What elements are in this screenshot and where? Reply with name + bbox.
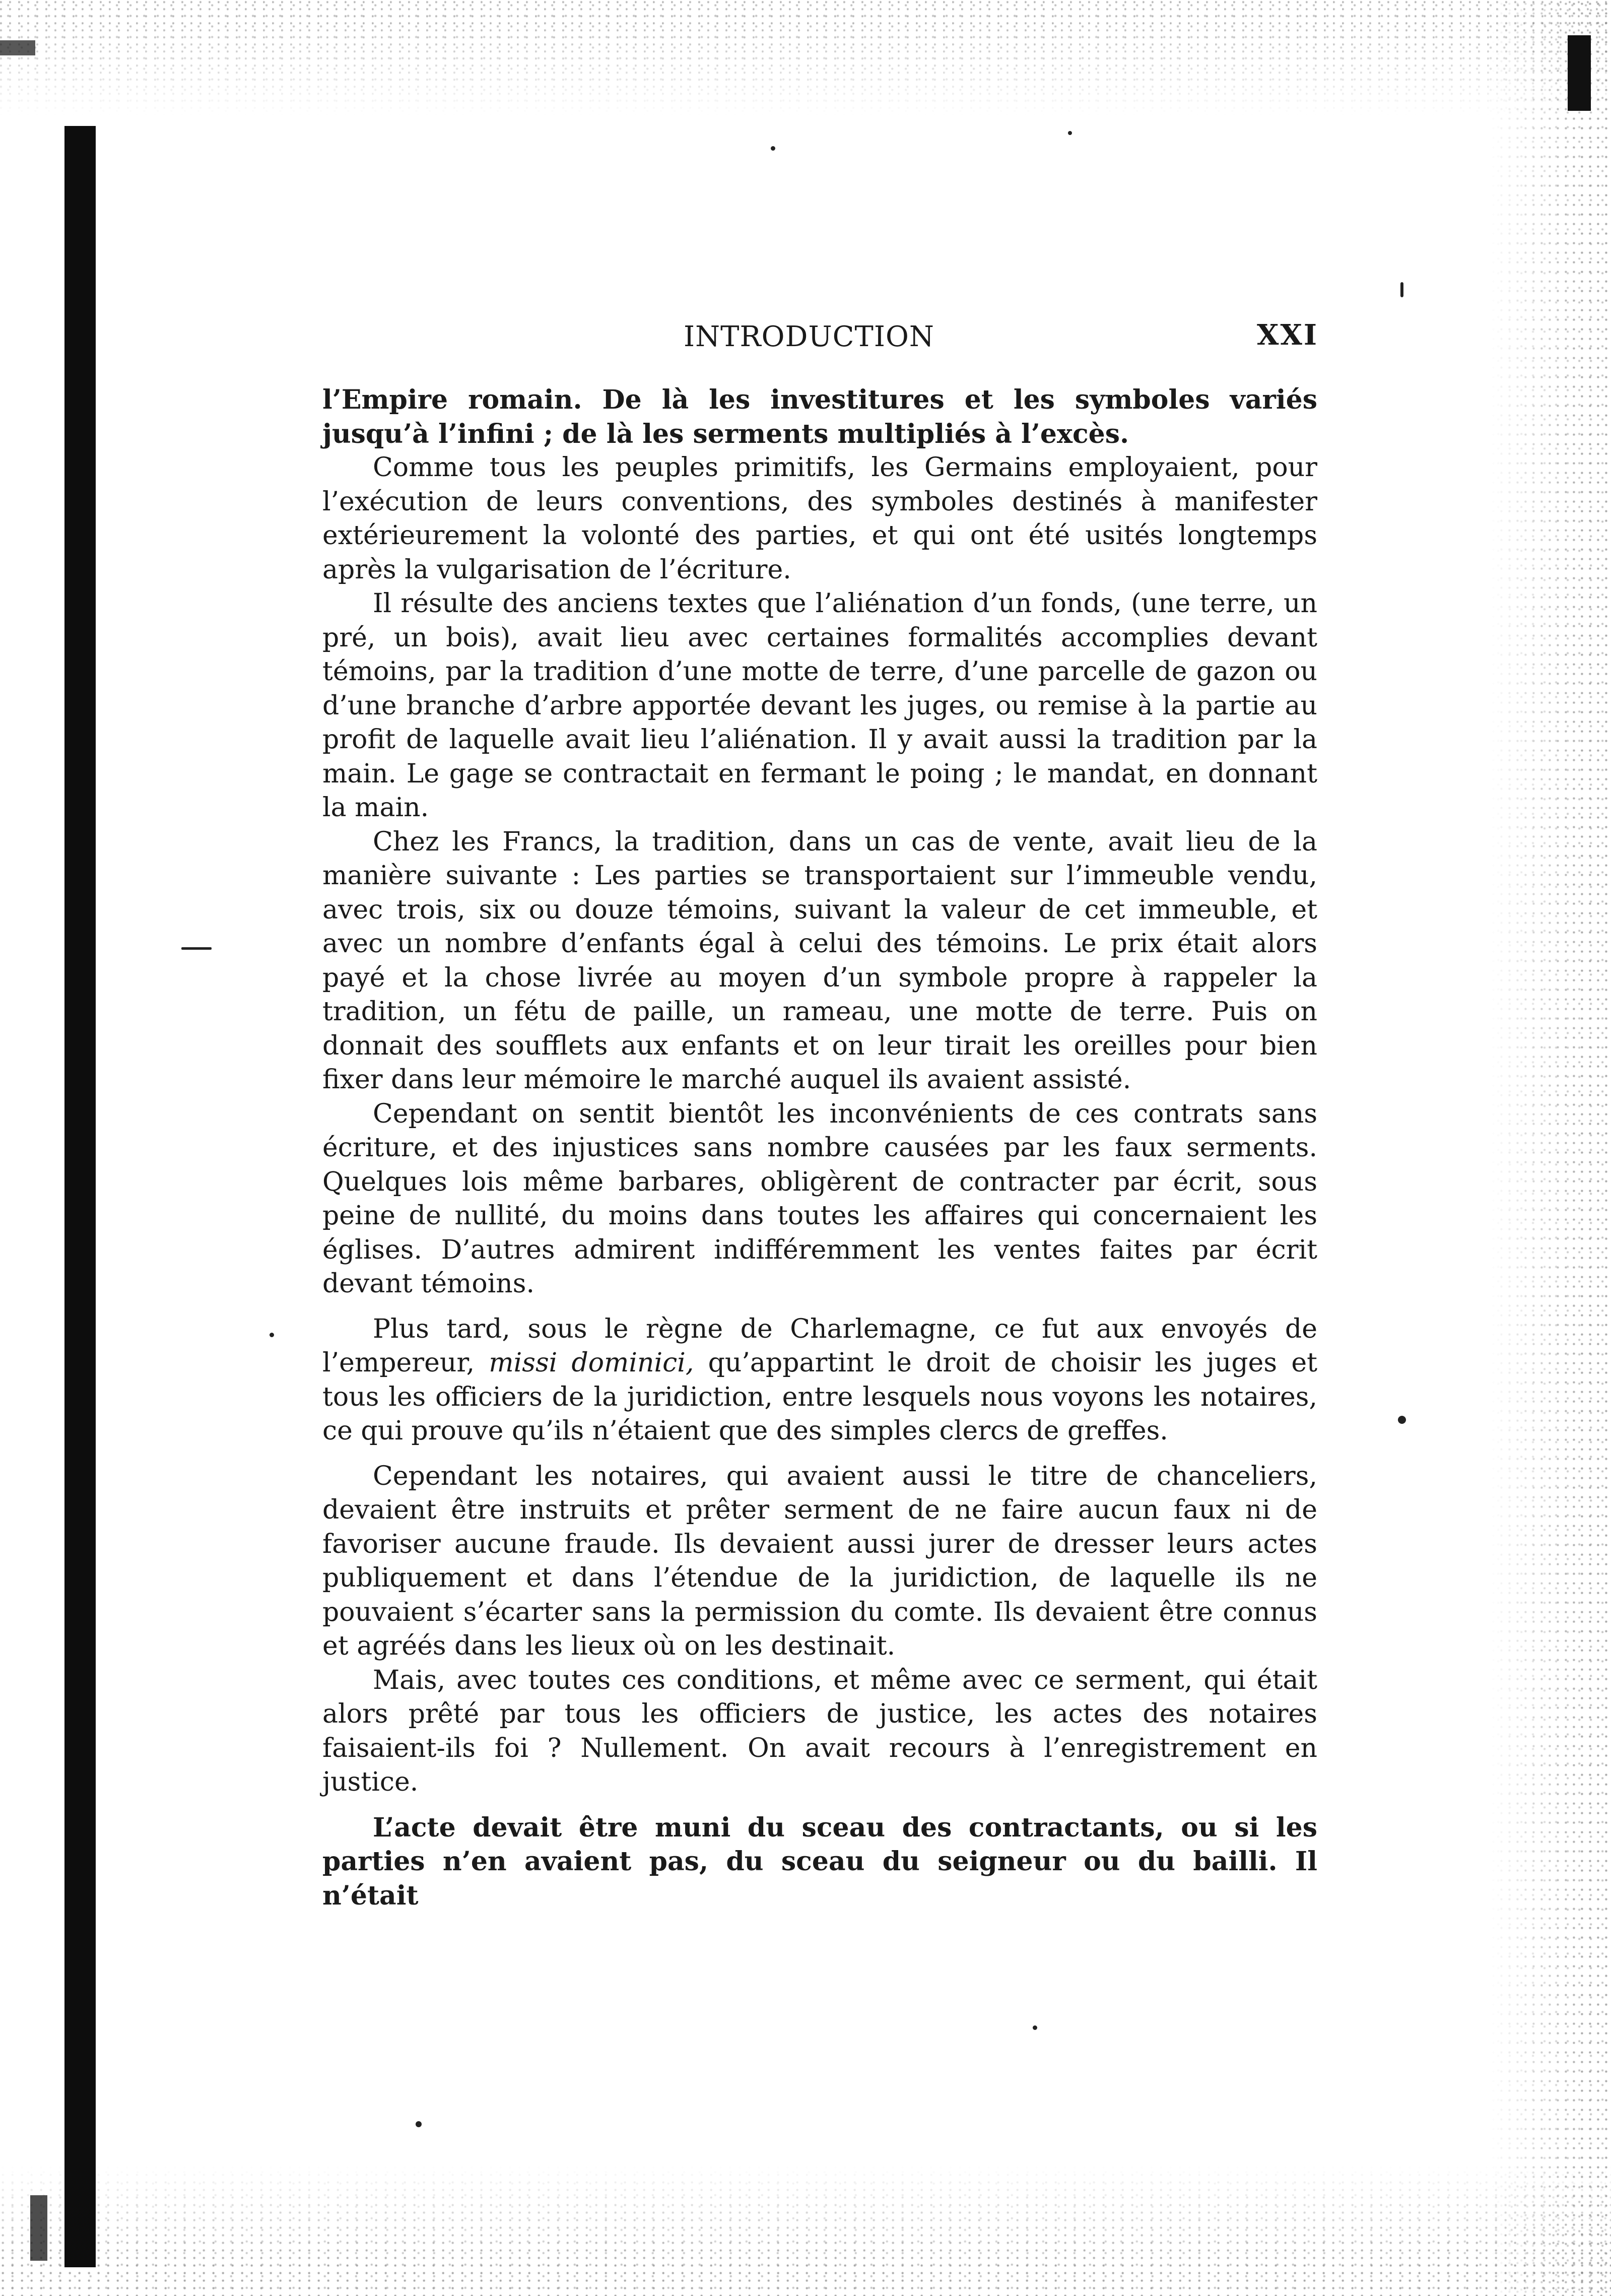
scan-speck	[416, 2121, 422, 2127]
paragraph: Mais, avec toutes ces conditions, et même avec ce serment, qui était alors prêté par tous les officiers de justice, les actes des notaires faisaient-ils foi ? Nullement. On avait recours à l’enregistrement en justice.	[322, 1665, 1317, 1797]
paragraph-text: Plus tard, sous le règne de Charlemagne, ce fut aux envoyés de l’empereur,	[322, 1314, 1317, 1378]
paragraph-italic-text: missi dominici,	[489, 1348, 694, 1378]
paragraph: Il résulte des anciens textes que l’aliénation d’un fonds, (une terre, un pré, un bois), avait lieu avec certaines formalités accomplies devant témoins, par la tradition d’une motte de terre, d’une parcelle de gazon ou d’une branche d’arbre apportée devant les juges, ou remise à la partie au profit de laquelle avait lieu l’aliénation. Il y avait aussi la tradition par la main. Le gage se contractait en fermant le poing ; le mandat, en donnant la main.	[322, 588, 1317, 823]
scan-speck	[270, 1333, 274, 1337]
scan-edge-top	[0, 0, 1611, 116]
scan-speck	[1398, 1416, 1406, 1424]
scan-speck	[181, 947, 212, 950]
scan-speck	[1068, 131, 1072, 135]
scan-corner-mark	[0, 40, 35, 55]
paragraph	[322, 1313, 1317, 1449]
binding-shadow	[64, 126, 96, 2267]
page-number: XXI	[1257, 318, 1319, 352]
scan-edge-right	[1490, 0, 1611, 2296]
scan-edge-bottom	[0, 2165, 1611, 2296]
scan-speck	[771, 146, 775, 151]
body-text	[322, 383, 1317, 1913]
paragraph: L’acte devait être muni du sceau des contractants, ou si les parties n’en avaient pas, du sceau du seigneur ou du bailli. Il n’était	[322, 1812, 1317, 1911]
scan-corner-mark	[30, 2195, 47, 2261]
paragraph: Cependant les notaires, qui avaient aussi le titre de chanceliers, devaient être instruits et prêter serment de ne faire aucun faux ni de favoriser aucune fraude. Ils devaient aussi jurer de dresser leurs actes publiquement et dans l’étendue de la juridiction, de laquelle ils ne pouvaient s’écarter sans la permission du comte. Ils devaient être connus et agréés dans les lieux où on les destinait.	[322, 1461, 1317, 1661]
paragraph: Cependant on sentit bientôt les inconvénients de ces contrats sans écriture, et des injustices sans nombre causées par les faux serments. Quelques lois même barbares, obligèrent de contracter par écrit, sous peine de nullité, du moins dans toutes les affaires qui concernaient les églises. D’autres admirent indifféremment les ventes faites par écrit devant témoins.	[322, 1098, 1317, 1299]
running-header-title: INTRODUCTION	[684, 320, 934, 353]
paragraph: l’Empire romain. De là les investitures et les symboles variés jusqu’à l’infini ; de là les serments multipliés à l’excès.	[322, 384, 1317, 449]
scan-speck	[1400, 282, 1403, 297]
scan-corner-mark	[1568, 35, 1591, 111]
paragraph-text: qu’appartint le droit de choisir les juges et tous les officiers de la juridiction, entre lesquels nous voyons les notaires, ce qui prouve qu’ils n’étaient que des simples clercs de greffes.	[322, 1348, 1317, 1446]
paragraph: Chez les Francs, la tradition, dans un cas de vente, avait lieu de la manière suivante : Les parties se transportaient sur l’immeuble vendu, avec trois, six ou douze témoins, suivant la valeur de cet immeuble, et avec un nombre d’enfants égal à celui des témoins. Le prix était alors payé et la chose livrée au moyen d’un symbole propre à rappeler la tradition, un fétu de paille, un rameau, une motte de terre. Puis on donnait des soufflets aux enfants et on leur tirait les oreilles pour bien fixer dans leur mémoire le marché auquel ils avaient assisté.	[322, 826, 1317, 1095]
scan-speck	[1033, 2025, 1037, 2030]
paragraph: Comme tous les peuples primitifs, les Germains employaient, pour l’exécution de leurs conventions, des symboles destinés à manifester extérieurement la volonté des parties, et qui ont été usités longtemps après la vulgarisation de l’écriture.	[322, 452, 1317, 585]
